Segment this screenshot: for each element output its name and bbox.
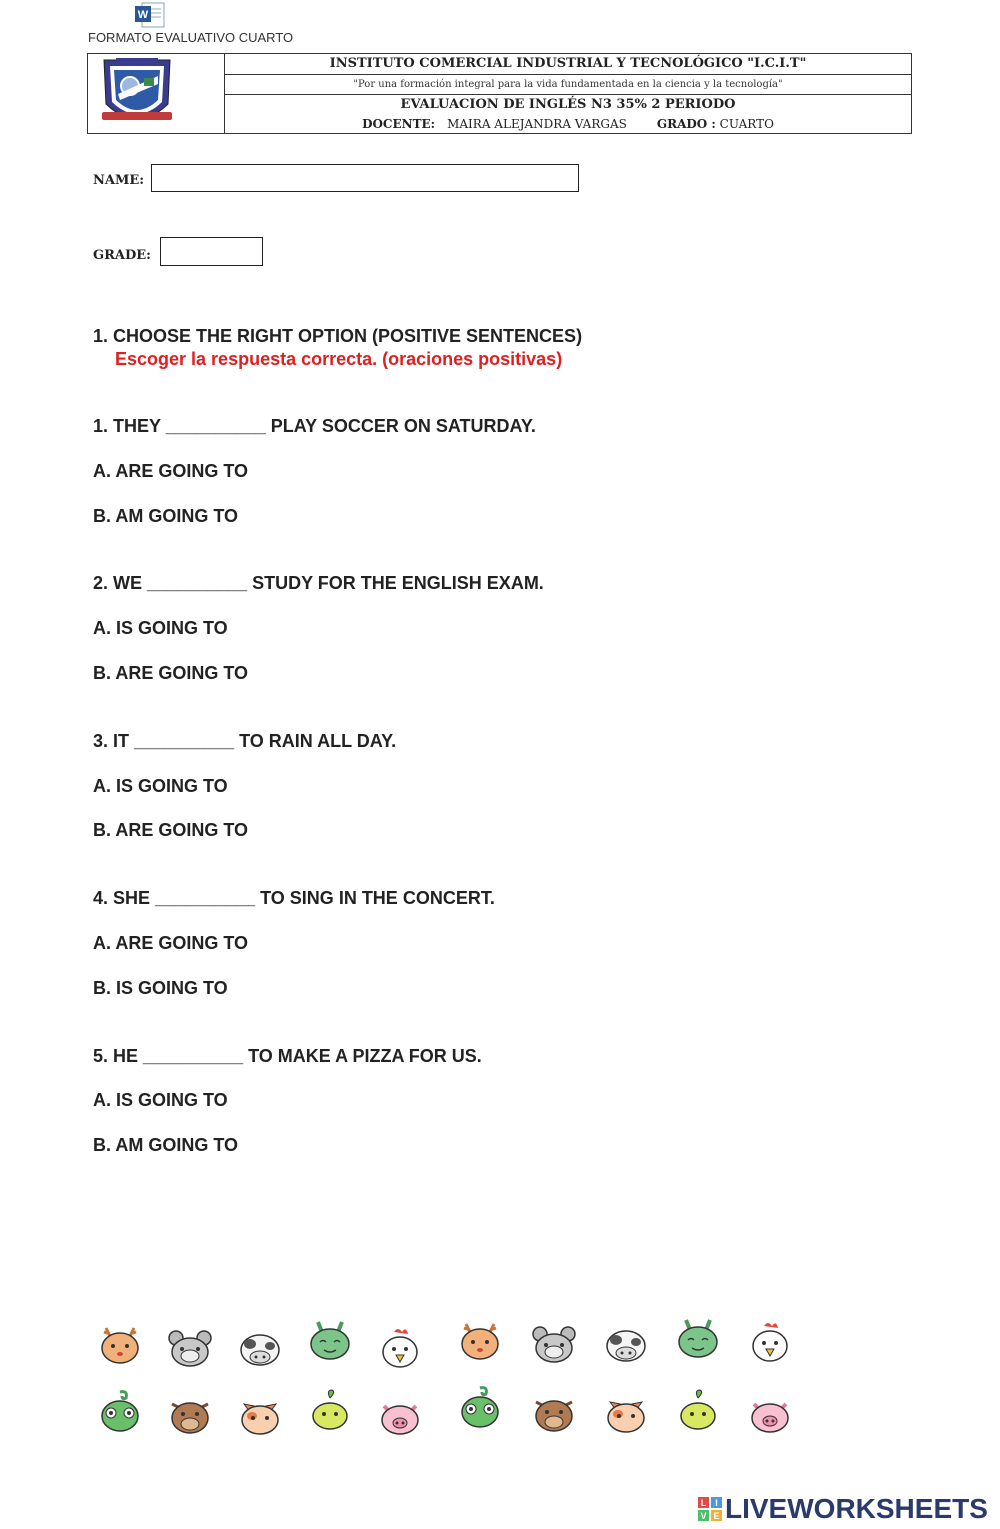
mouse-face-icon xyxy=(166,1322,214,1370)
question-5: 5. HE __________ TO MAKE A PIZZA FOR US. xyxy=(93,1046,482,1066)
school-logo-cell xyxy=(88,54,225,133)
dragon-face-icon xyxy=(306,1314,354,1362)
name-input[interactable] xyxy=(151,164,579,192)
bull-face-icon xyxy=(166,1388,214,1436)
instruction-subtitle-es: Escoger la respuesta correcta. (oraciones positivas) xyxy=(115,349,563,369)
cat-face-icon xyxy=(236,1390,284,1438)
question-1-option-b[interactable]: B. AM GOING TO xyxy=(93,506,239,526)
animal-faces-decoration xyxy=(90,1310,810,1440)
question-3-option-b[interactable]: B. ARE GOING TO xyxy=(93,820,249,840)
grade-header-label: GRADO : xyxy=(656,117,716,131)
svg-text:E: E xyxy=(713,1511,720,1521)
chameleon-face-icon-2 xyxy=(456,1382,504,1430)
question-1: 1. THEY __________ PLAY SOCCER ON SATURDAY. xyxy=(93,416,536,436)
chicken-face-icon xyxy=(376,1322,424,1370)
file-caption: FORMATO EVALUATIVO CUARTO xyxy=(88,30,294,45)
sprout-face-icon-2 xyxy=(674,1384,722,1432)
dragon-face-icon-2 xyxy=(674,1312,722,1360)
school-header xyxy=(87,53,912,134)
teacher-name: MAIRA ALEJANDRA VARGAS xyxy=(447,117,627,131)
brand-text: LIVEWORKSHEETS xyxy=(725,1493,988,1524)
sprout-face-icon xyxy=(306,1384,354,1432)
question-3: 3. IT __________ TO RAIN ALL DAY. xyxy=(93,731,397,751)
svg-text:V: V xyxy=(700,1511,707,1521)
chicken-face-icon-2 xyxy=(746,1316,794,1364)
institution-name: INSTITUTO COMERCIAL INDUSTRIAL Y TECNOLÓGICO "I.C.I.T" xyxy=(225,54,911,75)
question-2: 2. WE __________ STUDY FOR THE ENGLISH EXAM. xyxy=(93,573,544,593)
instruction-title: 1. CHOOSE THE RIGHT OPTION (POSITIVE SENTENCES) xyxy=(93,326,583,346)
pig-face-icon-2 xyxy=(746,1388,794,1436)
teacher-label: DOCENTE: xyxy=(362,117,436,131)
question-5-option-a[interactable]: A. IS GOING TO xyxy=(93,1090,228,1110)
svg-text:I: I xyxy=(715,1498,718,1508)
cow-face-icon xyxy=(236,1322,284,1370)
deer-face-icon-2 xyxy=(456,1314,504,1362)
question-4-option-a[interactable]: A. ARE GOING TO xyxy=(93,933,249,953)
institution-motto: "Por una formación integral para la vida fundamentada en la ciencia y la tecnología" xyxy=(225,75,911,95)
cow-face-icon-2 xyxy=(602,1318,650,1366)
teacher-grade-row xyxy=(225,115,911,133)
question-5-option-b[interactable]: B. AM GOING TO xyxy=(93,1135,239,1155)
liveworksheets-brand[interactable] xyxy=(697,1494,988,1524)
grade-input[interactable] xyxy=(160,237,263,266)
grade-header-value: CUARTO xyxy=(719,117,774,131)
question-4: 4. SHE __________ TO SING IN THE CONCERT. xyxy=(93,888,495,908)
svg-text:W: W xyxy=(137,9,149,21)
grade-label: GRADE: xyxy=(93,248,151,263)
bull-face-icon-2 xyxy=(530,1386,578,1434)
question-2-option-a[interactable]: A. IS GOING TO xyxy=(93,618,228,638)
question-2-option-b[interactable]: B. ARE GOING TO xyxy=(93,663,249,683)
evaluation-title: EVALUACION DE INGLÉS N3 35% 2 PERIODO xyxy=(400,97,736,112)
svg-text:L: L xyxy=(700,1498,707,1508)
question-4-option-b[interactable]: B. IS GOING TO xyxy=(93,978,228,998)
name-label: NAME: xyxy=(93,173,145,188)
pig-face-icon xyxy=(376,1390,424,1438)
question-3-option-a[interactable]: A. IS GOING TO xyxy=(93,776,228,796)
word-document-icon[interactable] xyxy=(134,2,168,28)
mouse-face-icon-2 xyxy=(530,1318,578,1366)
liveworksheets-logo-icon xyxy=(697,1496,723,1522)
cat-face-icon-2 xyxy=(602,1388,650,1436)
question-1-option-a[interactable]: A. ARE GOING TO xyxy=(93,461,249,481)
school-seal-icon xyxy=(88,54,224,133)
chameleon-face-icon xyxy=(96,1386,144,1434)
deer-face-icon xyxy=(96,1318,144,1366)
